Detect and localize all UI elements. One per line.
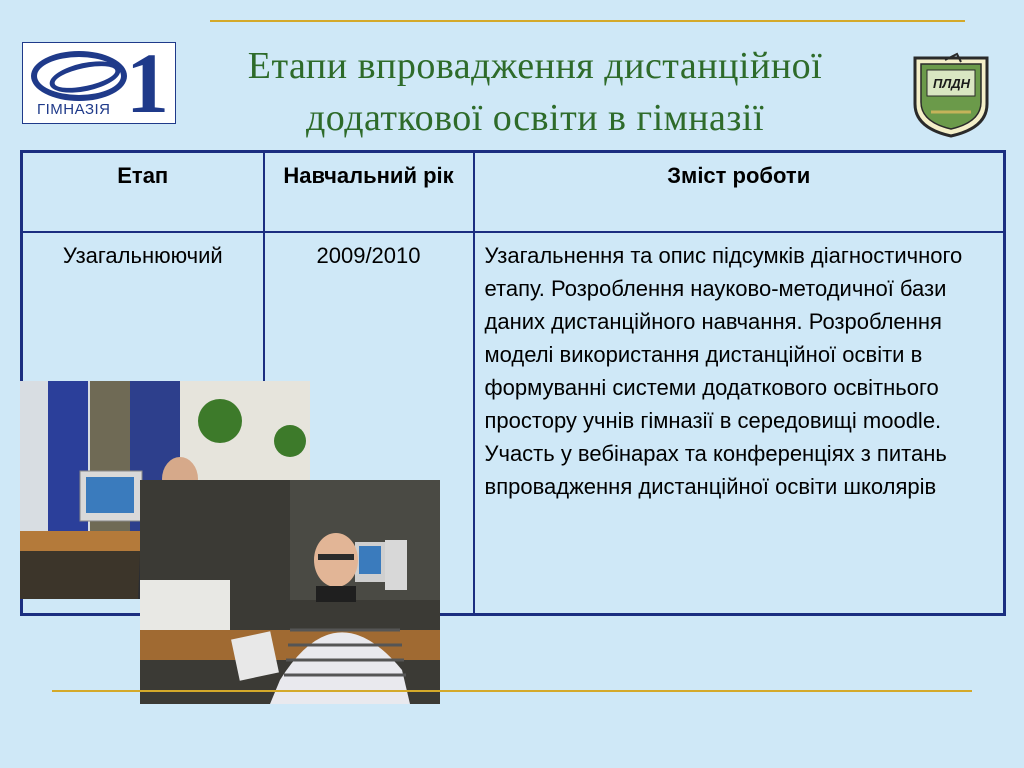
gymnasium-logo: [22, 35, 176, 131]
logo-number: 1: [126, 35, 169, 131]
table-header-row: [22, 152, 1005, 233]
cell-stage: Узагальнюючий: [22, 232, 264, 615]
pldn-emblem: [905, 52, 997, 138]
pldn-emblem-shield: [905, 52, 997, 138]
slide-title: Етапи впровадження дистанційної додаткової освіти в гімназії: [247, 45, 823, 139]
logo-caption: ГІМНАЗІЯ: [37, 101, 111, 118]
student-at-computer-photo-2: [140, 480, 440, 704]
cell-year: 2009/2010: [264, 232, 474, 615]
header-academic-year: Навчальний рік: [264, 152, 474, 233]
bottom-gold-rule: [52, 690, 972, 692]
top-gold-rule: [210, 20, 965, 22]
header-stage: Етап: [22, 152, 264, 233]
pldn-emblem-caption: ПЛДН: [933, 76, 971, 91]
header-work-content: Зміст роботи: [474, 152, 1005, 233]
cell-content: Узагальнення та опис підсумків діагностичного етапу. Розроблення науково-методичної бази даних дистанційного навчання. Розроблення моделі використання дистанційної освіти в формуванні системи додаткового освітнього простору учнів гімназії в середовищі moodle. Участь у вебінарах та конференціях з питань впровадження дистанційної освіти школярів: [474, 232, 1005, 615]
